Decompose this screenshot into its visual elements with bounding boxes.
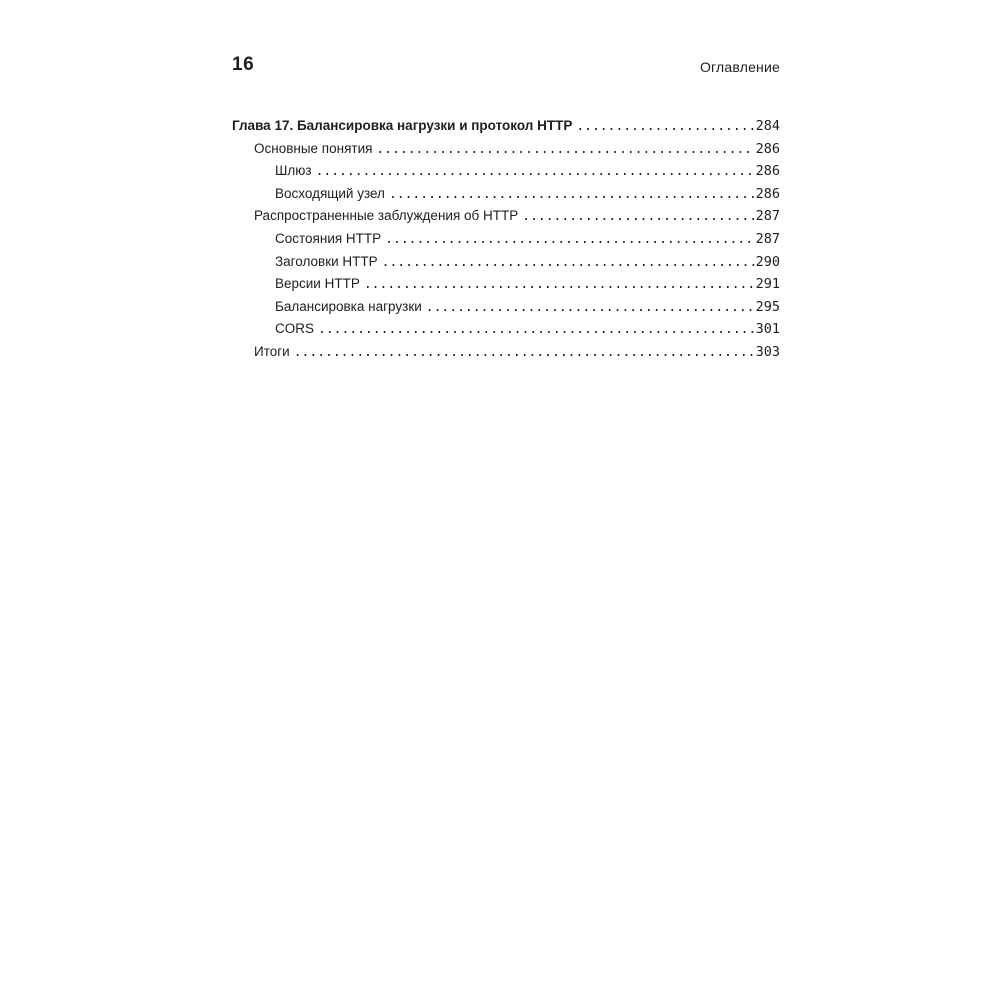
toc-entry-title: Состояния HTTP <box>275 230 382 246</box>
toc-dot-leader <box>576 119 754 134</box>
toc-dot-leader <box>316 164 755 179</box>
toc-entry[interactable] <box>232 344 780 367</box>
toc-entry-page: 291 <box>755 276 780 293</box>
toc-dot-leader <box>426 300 755 315</box>
toc-dot-leader <box>389 187 755 202</box>
toc-dot-leader <box>376 142 754 157</box>
toc-entry[interactable] <box>232 254 780 277</box>
toc-entry[interactable] <box>232 163 780 186</box>
toc-entry[interactable] <box>232 208 780 231</box>
toc-entry-title: Версии HTTP <box>275 276 360 292</box>
toc-entry-page: 290 <box>755 253 780 270</box>
toc-entry-page: 286 <box>755 140 780 157</box>
toc-entry[interactable] <box>232 299 780 322</box>
toc-entry-page: 286 <box>755 163 780 180</box>
toc-entry[interactable] <box>232 141 780 164</box>
toc-entry[interactable] <box>232 321 780 344</box>
toc-entry-page: 286 <box>755 185 780 202</box>
toc-entry-title: Заголовки HTTP <box>275 253 378 269</box>
toc-entry[interactable] <box>232 186 780 209</box>
toc-entry-title: Шлюз <box>275 163 312 179</box>
toc-entry-page: 284 <box>755 118 780 134</box>
toc-entry-page: 287 <box>755 208 780 225</box>
toc-entry-title: Восходящий узел <box>275 185 385 201</box>
toc-entry[interactable] <box>232 276 780 299</box>
table-of-contents <box>232 118 780 367</box>
toc-entry-page: 301 <box>755 321 780 338</box>
toc-entry[interactable] <box>232 118 780 141</box>
toc-entry-page: 295 <box>755 298 780 315</box>
toc-dot-leader <box>382 255 755 270</box>
toc-entry[interactable] <box>232 231 780 254</box>
toc-entry-title: Балансировка нагрузки <box>275 298 422 314</box>
toc-entry-title: Итоги <box>254 343 290 359</box>
toc-entry-page: 287 <box>755 230 780 247</box>
toc-dot-leader <box>294 345 755 360</box>
toc-dot-leader <box>522 209 754 224</box>
toc-entry-title: Глава 17. Балансировка нагрузки и протокол HTTP <box>232 118 573 133</box>
page-number: 16 <box>232 54 255 75</box>
toc-dot-leader <box>318 322 755 337</box>
toc-entry-title: CORS <box>275 321 315 337</box>
running-header: Оглавление <box>699 59 780 75</box>
toc-entry-page: 303 <box>755 343 780 360</box>
toc-entry-title: Распространенные заблуждения об HTTP <box>254 208 519 224</box>
toc-entry-title: Основные понятия <box>254 140 373 156</box>
toc-dot-leader <box>385 232 754 247</box>
toc-dot-leader <box>364 277 755 292</box>
